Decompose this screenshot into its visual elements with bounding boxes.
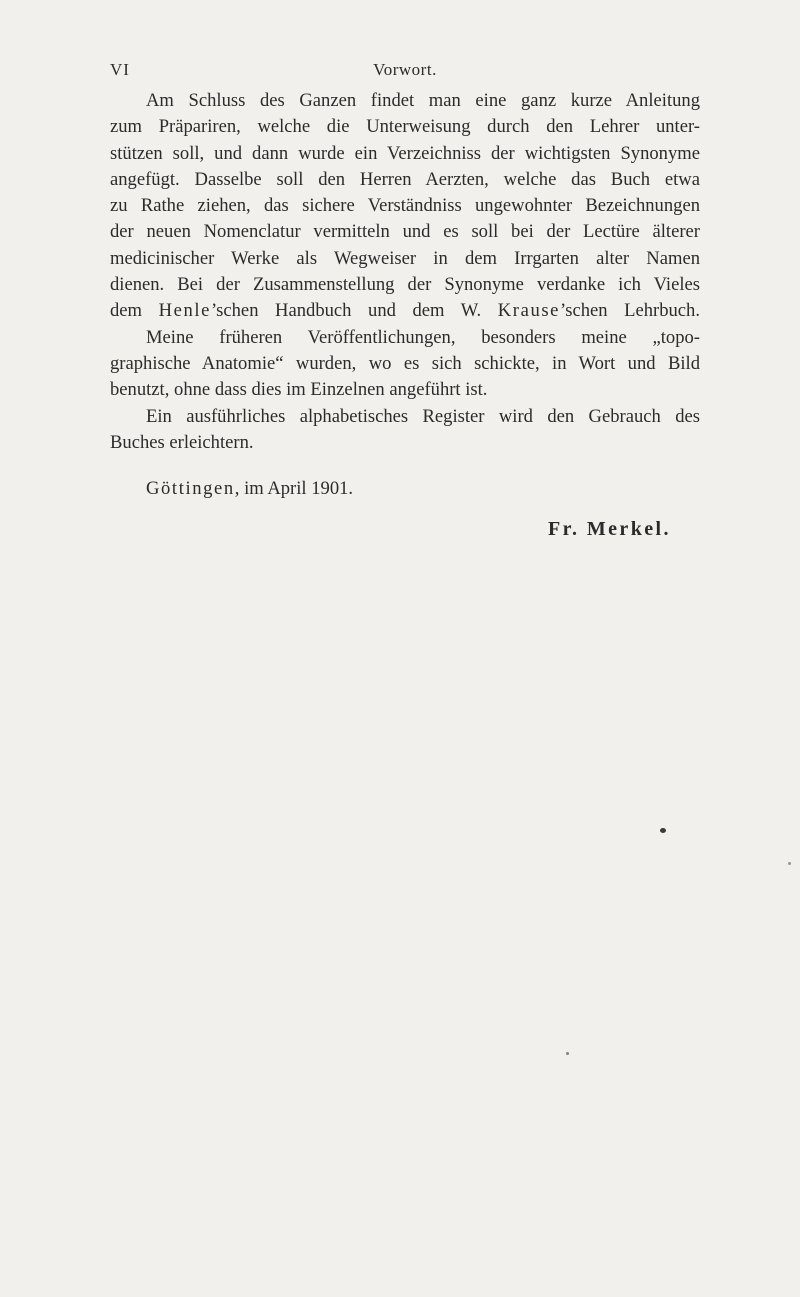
- text-line: stützen soll, und dann wurde ein Verzeichniss der wichtigsten Synonyme: [110, 142, 700, 164]
- text-line: graphische Anatomie“ wurden, wo es sich schickte, in Wort und Bild: [110, 352, 700, 374]
- text-line: dienen. Bei der Zusammenstellung der Synonyme verdanke ich Vieles: [110, 274, 700, 296]
- author-signature: Fr. Merkel.: [548, 518, 671, 540]
- running-head: [110, 60, 700, 82]
- paper-speck: [788, 862, 791, 865]
- text-line: zu Rathe ziehen, das sichere Verständniss ungewohnter Bezeichnungen: [110, 195, 700, 217]
- author-name-krause: Krause: [497, 300, 561, 322]
- text-line: Meine früheren Veröffentlichungen, besonders meine „topo-: [146, 326, 700, 348]
- text-fragment: ’schen Lehrbuch.: [560, 300, 701, 322]
- text-line: Am Schluss des Ganzen findet man eine ganz kurze Anleitung: [146, 90, 700, 111]
- text-line: angefügt. Dasselbe soll den Herren Aerzten, welche das Buch etwa: [110, 168, 700, 190]
- paper-speck: [660, 828, 666, 833]
- place-name: Göttingen: [146, 478, 235, 499]
- body-text: [110, 88, 700, 456]
- text-line: [110, 298, 700, 324]
- text-line: medicinischer Werke als Wegweiser in dem Irrgarten alter Namen: [110, 247, 700, 269]
- text-line: benutzt, ohne dass dies im Einzelnen angeführt ist.: [110, 379, 488, 401]
- page-number: VI: [110, 60, 130, 79]
- paper-speck: [566, 1052, 569, 1055]
- date-text: , im April 1901.: [234, 478, 354, 499]
- text-fragment: ’schen Handbuch und dem W.: [210, 300, 498, 322]
- text-line: der neuen Nomenclatur vermitteln und es soll bei der Lectüre älterer: [110, 221, 700, 243]
- place-date: [146, 478, 353, 500]
- author-name-henle: Henle: [158, 300, 211, 322]
- text-line: Ein ausführliches alphabetisches Register wird den Gebrauch des: [146, 405, 700, 427]
- text-line: Buches erleichtern.: [110, 431, 254, 453]
- text-line: zum Präpariren, welche die Unterweisung durch den Lehrer unter-: [110, 116, 700, 138]
- text-fragment: dem: [110, 300, 159, 322]
- chapter-title: Vorwort.: [373, 60, 437, 79]
